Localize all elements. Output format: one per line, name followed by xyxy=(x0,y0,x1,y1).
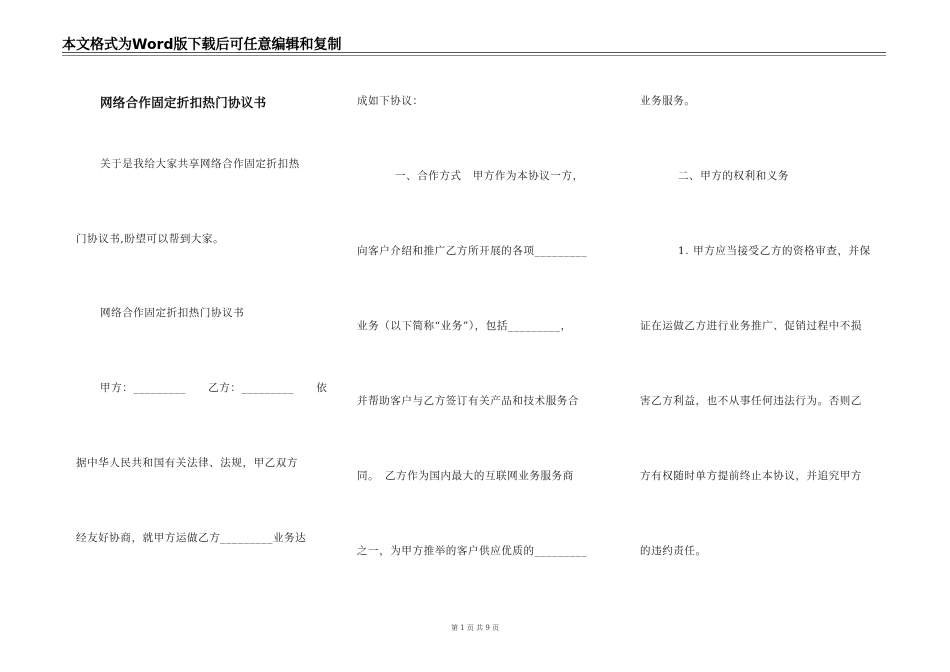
text-line: 经友好协商，就甲方运做乙方_________业务达 xyxy=(76,532,307,544)
text-line: 关于是我给大家共享网络合作固定折扣热 xyxy=(100,158,300,170)
text-line: 害乙方利益，也不从事任何违法行为。否则乙 xyxy=(640,395,862,407)
text-line: 之一，为甲方推举的客户供应优质的_________ xyxy=(357,545,588,557)
text-line: 的违约责任。 xyxy=(640,545,707,557)
text-line: 1. 甲方应当接受乙方的资格审查，并保 xyxy=(678,245,871,257)
header-banner: 本文格式为Word版下载后可任意编辑和复制 xyxy=(62,37,342,53)
section-heading: 一、合作方式 甲方作为本协议一方， xyxy=(395,170,584,182)
text-line: 业务服务。 xyxy=(640,95,696,107)
text-line: 同。 乙方作为国内最大的互联网业务服务商 xyxy=(357,470,574,482)
text-line: 方有权随时单方提前终止本协议，并追究甲方 xyxy=(640,470,862,482)
text-line: 业务（以下简称“业务”），包括_________， xyxy=(357,320,572,332)
text-line: 证在运做乙方进行业务推广、促销过程中不损 xyxy=(640,320,862,332)
text-line: 甲方：_________ 乙方：_________ 依 xyxy=(100,382,328,394)
page-indicator: 第 1 页 共 9 页 xyxy=(450,624,500,632)
text-column-2 xyxy=(357,0,607,600)
text-column-3 xyxy=(640,0,890,600)
text-line: 成如下协议： xyxy=(357,95,424,107)
text-line: 网络合作固定折扣热门协议书 xyxy=(100,307,245,319)
document-title: 网络合作固定折扣热门协议书 xyxy=(100,95,267,110)
text-line: 并帮助客户与乙方签订有关产品和技术服务合 xyxy=(357,395,579,407)
text-column-1 xyxy=(76,0,326,600)
text-line: 门协议书,盼望可以帮到大家。 xyxy=(76,233,225,245)
text-line: 向客户介绍和推广乙方所开展的各项_________ xyxy=(357,245,588,257)
section-heading: 二、甲方的权利和义务 xyxy=(678,170,789,182)
text-line: 据中华人民共和国有关法律、法规，甲乙双方 xyxy=(76,457,298,469)
